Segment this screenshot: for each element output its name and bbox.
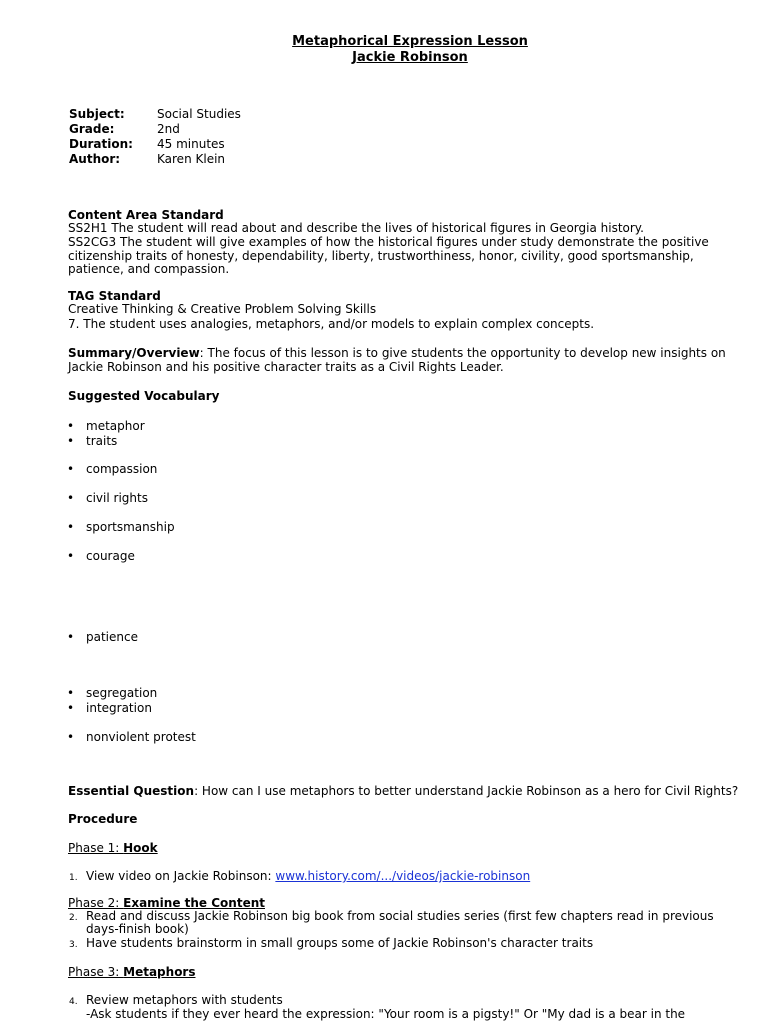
tag-standard-line: Creative Thinking & Creative Problem Solving Skills [68,302,377,316]
duration-label: Duration: [69,137,133,151]
phase-1-heading [68,841,728,855]
bullet-icon: • [67,434,75,448]
essential-question-text: : How can I use metaphors to better understand Jackie Robinson as a hero for Civil Rights? [194,784,739,798]
content-standard-line: patience, and compassion. [68,262,230,276]
bullet-icon: • [67,701,75,715]
bullet-icon: • [67,630,75,644]
step-4-line: Review metaphors with students [86,993,283,1007]
step-4-line: -Ask students if they ever heard the expression: "Your room is a pigsty!" Or "My dad is a bear in the [86,1007,686,1021]
vocabulary-item: courage [86,549,135,563]
step-3: Have students brainstorm in small groups some of Jackie Robinson's character traits [86,936,594,950]
content-standard-line: SS2CG3 The student will give examples of how the historical figures under study demonstrate the positive [68,235,709,249]
step-2-line: Read and discuss Jackie Robinson big book from social studies series (first few chapters read in previous [86,909,714,923]
summary-text: : The focus of this lesson is to give students the opportunity to develop new insights on [199,346,726,360]
subject-value: Social Studies [157,107,241,121]
bullet-icon: • [67,730,75,744]
vocabulary-item: nonviolent protest [86,730,196,744]
duration-value: 45 minutes [157,137,225,151]
grade-label: Grade: [69,122,115,136]
phase-1-prefix: Phase 1: [68,841,124,855]
vocabulary-heading: Suggested Vocabulary [68,389,220,403]
subject-label: Subject: [69,107,125,121]
content-standard-line: citizenship traits of honesty, dependability, liberty, trustworthiness, honor, civility, good sportsmanship, [68,249,694,263]
video-link[interactable]: www.history.com/.../videos/jackie-robinson [275,869,531,883]
phase-2-name: Examine the Content [123,896,265,910]
bullet-icon: • [67,686,75,700]
bullet-icon: • [67,462,75,476]
step-number: 4. [69,997,78,1007]
phase-3-name: Metaphors [123,965,196,979]
document-subtitle: Jackie Robinson [352,50,468,65]
bullet-icon: • [67,549,75,563]
content-standard-line: SS2H1 The student will read about and describe the lives of historical figures in Georgia history. [68,221,644,235]
summary-line: Jackie Robinson and his positive character traits as a Civil Rights Leader. [68,360,504,374]
step-1 [86,869,530,883]
step-number: 3. [69,940,78,950]
phase-3-prefix: Phase 3: [68,965,124,979]
author-value: Karen Klein [157,152,226,166]
bullet-icon: • [67,419,75,433]
vocabulary-item: segregation [86,686,158,700]
summary-paragraph [68,346,728,360]
tag-standard-line: 7. The student uses analogies, metaphors, and/or models to explain complex concepts. [68,317,595,331]
document-title: Metaphorical Expression Lesson [292,34,528,49]
vocabulary-item: compassion [86,462,158,476]
phase-2-prefix: Phase 2: [68,896,124,910]
phase-3-heading [68,965,728,979]
essential-question [68,784,748,798]
phase-1-name: Hook [123,841,158,855]
step-number: 2. [69,913,78,923]
vocabulary-item: sportsmanship [86,520,175,534]
author-label: Author: [69,152,121,166]
vocabulary-item: patience [86,630,138,644]
vocabulary-item: civil rights [86,491,148,505]
tag-standard-heading: TAG Standard [68,289,161,303]
step-number: 1. [69,873,78,883]
content-standard-heading: Content Area Standard [68,208,224,222]
phase-2-heading [68,896,728,910]
summary-label: Summary/Overview [68,346,200,360]
bullet-icon: • [67,520,75,534]
bullet-icon: • [67,491,75,505]
vocabulary-item: traits [86,434,118,448]
grade-value: 2nd [157,122,180,136]
vocabulary-item: metaphor [86,419,145,433]
essential-question-label: Essential Question [68,784,195,798]
vocabulary-item: integration [86,701,152,715]
step-2-line: days-finish book) [86,922,189,936]
procedure-heading: Procedure [68,812,138,826]
step-1-text: View video on Jackie Robinson: [86,869,276,883]
